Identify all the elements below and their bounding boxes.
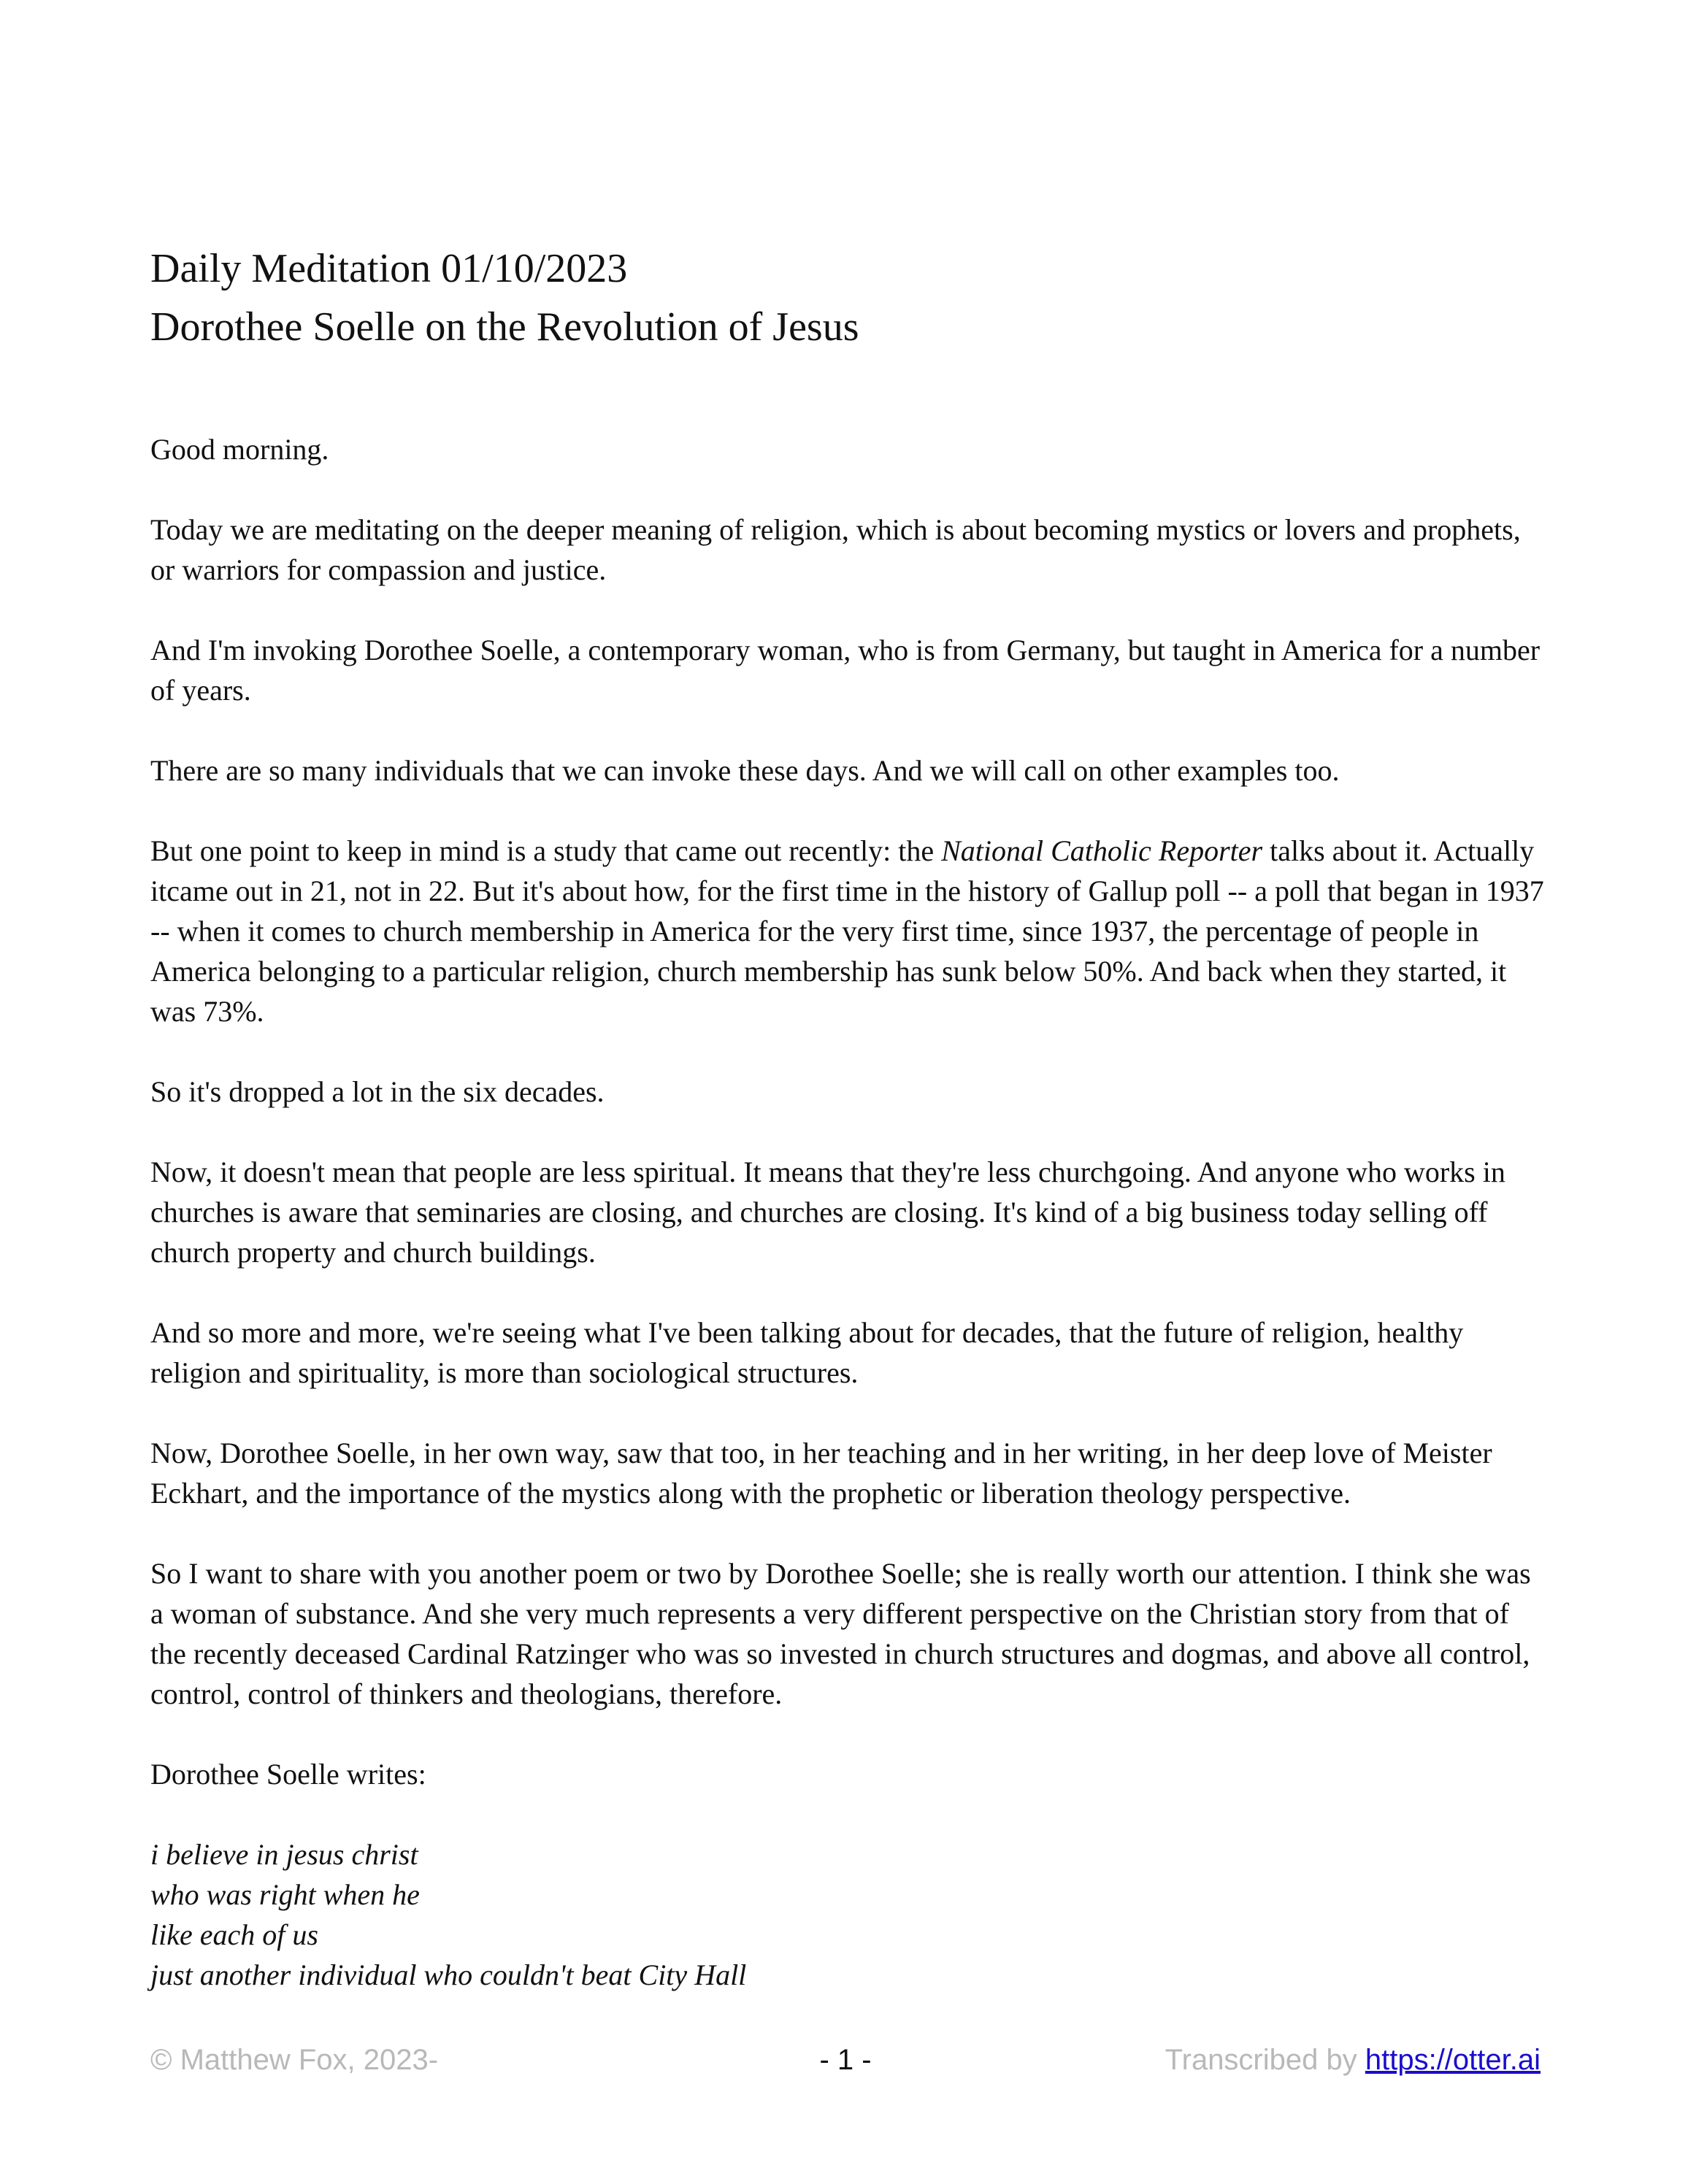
publication-title: National Catholic Reporter [941,834,1263,867]
paragraph: Good morning. [150,433,329,466]
paragraph: There are so many individuals that we can invoke these days. And we will call on other examples too. [150,754,1340,787]
poem-line: i believe in jesus christ [150,1838,418,1871]
page-footer [150,2038,1541,2082]
study-text-before: But one point to keep in mind is a study that came out recently: the [150,834,942,867]
paragraph: And I'm invoking Dorothee Soelle, a contemporary woman, who is from Germany, but taught in America for a number of years. [150,634,1541,707]
poem-line: like each of us [150,1918,318,1951]
document-page [150,239,1545,1995]
document-title-date: Daily Meditation 01/10/2023 [150,246,628,291]
poem-line: just another individual who couldn't beat City Hall [150,1958,747,1991]
transcribed-label: Transcribed by [1165,2044,1365,2076]
document-title-subject: Dorothee Soelle on the Revolution of Jesus [150,304,859,350]
paragraph: And so more and more, we're seeing what I've been talking about for decades, that the future of religion, healthy religion and spirituality, is more than sociological structures. [150,1316,1464,1389]
document-body [150,429,1545,1995]
study-paragraph [150,831,1545,1031]
transcription-credit [1165,2038,1541,2082]
poem-intro: Dorothee Soelle writes: [150,1758,426,1791]
paragraph: Now, it doesn't mean that people are less spiritual. It means that they're less churchgoing. And anyone who works in churches is aware that seminaries are closing, and churches are closing. It's kind of a big business today selling off church property and church buildings. [150,1156,1505,1269]
poem [150,1834,1545,1995]
study-text-after: talks about it. Actually itcame out in 21, not in 22. But it's about how, for the first time in the history of Gallup poll -- a poll that began in 1937 -- when it comes to church membership in America for the very first time, since 1937, the percentage of people in America belonging to a particular religion, church membership has sunk below 50%. And back when they started, it was 73%. [150,834,1544,1028]
paragraph: Today we are meditating on the deeper meaning of religion, which is about becoming mystics or lovers and prophets, or warriors for compassion and justice. [150,513,1521,586]
page-number: - 1 - [819,2044,872,2076]
paragraph: Now, Dorothee Soelle, in her own way, saw that too, in her teaching and in her writing, in her deep love of Meister Eckhart, and the importance of the mystics along with the prophetic or liberation theology perspective. [150,1437,1492,1510]
paragraph: So it's dropped a lot in the six decades. [150,1075,605,1108]
paragraph: So I want to share with you another poem or two by Dorothee Soelle; she is really worth our attention. I think she was a woman of substance. And she very much represents a very different perspective on the Christian story from that of the recently deceased Cardinal Ratzinger who was so invested in church structures and dogmas, and above all control, control, control of thinkers and theologians, therefore. [150,1557,1531,1710]
copyright-notice: © Matthew Fox, 2023- [150,2044,439,2076]
poem-line: who was right when he [150,1878,420,1911]
otter-link[interactable]: https://otter.ai [1365,2044,1541,2076]
